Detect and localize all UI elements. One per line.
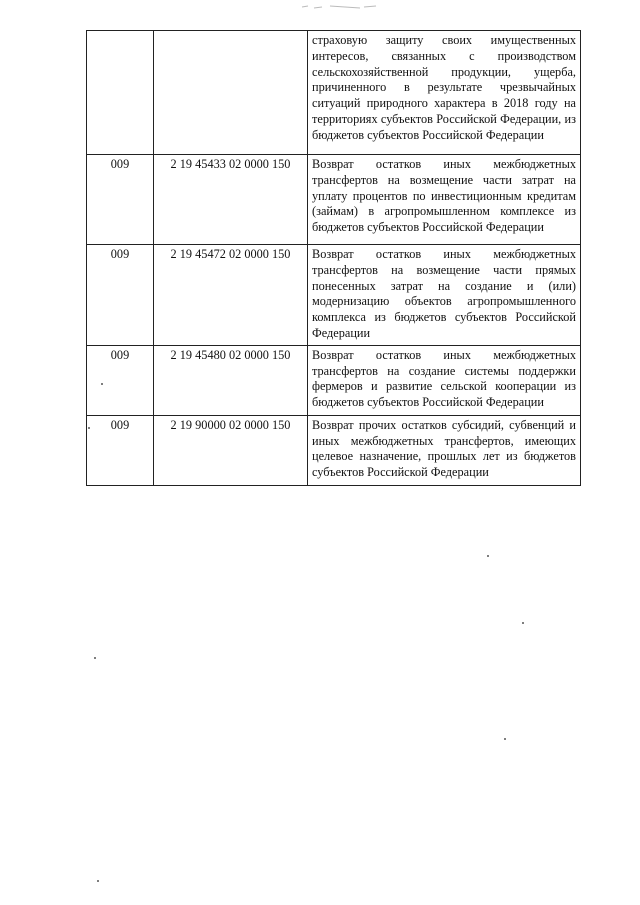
scan-speck	[94, 657, 96, 659]
table-row	[87, 31, 581, 155]
admin-code-cell: 009	[87, 245, 154, 346]
budget-code-cell: 2 19 45433 02 0000 150	[154, 155, 308, 245]
scan-speck	[97, 880, 99, 882]
scan-artifact	[300, 2, 380, 12]
admin-code-cell: 009	[87, 415, 154, 485]
budget-codes-table	[86, 30, 581, 486]
table-row	[87, 415, 581, 485]
description-cell: Возврат остатков иных межбюджетных трансфертов на возмещение части прямых понесенных затрат на создание и (или) модернизацию объектов агропромышленного комплекса из бюджетов субъектов Российской Федерации	[308, 245, 581, 346]
scan-speck	[504, 738, 506, 740]
description-cell: страховую защиту своих имущественных интересов, связанных с производством сельскохозяйственной продукции, ущерба, причиненного в результате чрезвычайных ситуаций природного характера в 2018 году на территориях субъектов Российской Федерации, из бюджетов субъектов Российской Федерации	[308, 31, 581, 155]
budget-code-cell: 2 19 90000 02 0000 150	[154, 415, 308, 485]
admin-code-cell	[87, 31, 154, 155]
budget-code-cell: 2 19 45472 02 0000 150	[154, 245, 308, 346]
budget-code-cell: 2 19 45480 02 0000 150	[154, 345, 308, 415]
scan-speck	[487, 555, 489, 557]
table-row	[87, 155, 581, 245]
table-row	[87, 345, 581, 415]
scan-speck	[101, 383, 103, 385]
budget-code-cell	[154, 31, 308, 155]
admin-code-cell: 009	[87, 155, 154, 245]
description-cell: Возврат остатков иных межбюджетных трансфертов на возмещение части затрат на уплату процентов по инвестиционным кредитам (займам) в агропромышленном комплексе из бюджетов субъектов Российской Федерации	[308, 155, 581, 245]
table-row	[87, 245, 581, 346]
admin-code-cell: 009	[87, 345, 154, 415]
description-cell: Возврат прочих остатков субсидий, субвенций и иных межбюджетных трансфертов, имеющих целевое назначение, прошлых лет из бюджетов субъектов Российской Федерации	[308, 415, 581, 485]
description-cell: Возврат остатков иных межбюджетных трансфертов на создание системы поддержки фермеров и развитие сельской кооперации из бюджетов субъектов Российской Федерации	[308, 345, 581, 415]
scan-speck	[88, 427, 90, 429]
scan-speck	[522, 622, 524, 624]
